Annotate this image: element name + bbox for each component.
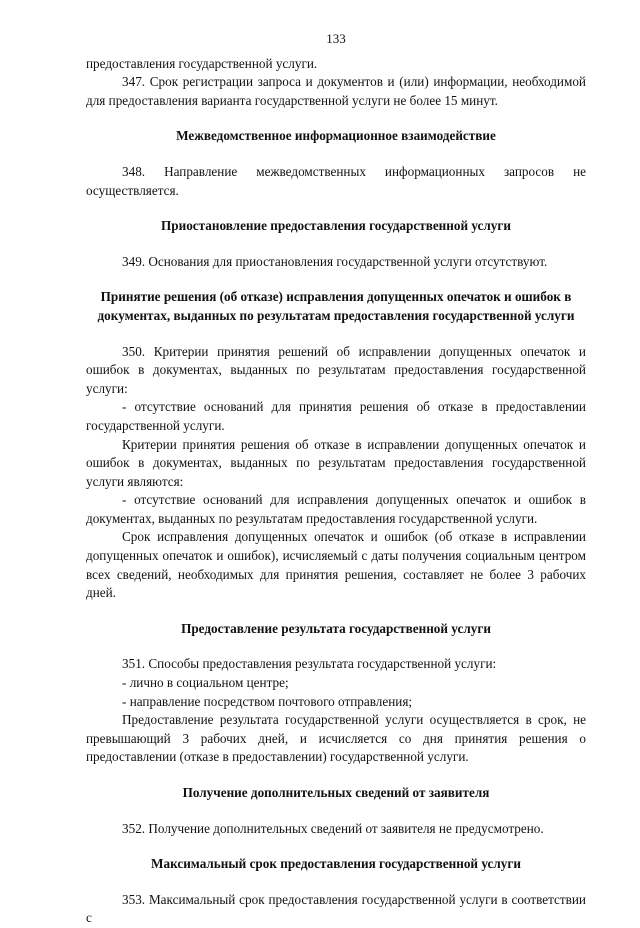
- paragraph-351: 351. Способы предоставления результата государственной услуги:: [122, 656, 497, 672]
- page-number: 133: [326, 31, 346, 46]
- paragraph-347: 347. Срок регистрации запроса и документов и (или) информации, необходимой для предоставления варианта государственной услуги не более 15 минут.: [86, 74, 586, 108]
- paragraph-350-item2: - отсутствие оснований для исправления допущенных опечаток и ошибок в документах, выданных по результатам предоставления государственной услуги.: [86, 492, 586, 526]
- heading-result: Предоставление результата государственной услуги: [181, 620, 491, 636]
- paragraph-351-item2: - направление посредством почтового отправления;: [122, 693, 413, 709]
- paragraph-continuation: предоставления государственной услуги.: [86, 55, 318, 71]
- paragraph-350-criteria-refusal: Критерии принятия решения об отказе в исправлении допущенных опечаток и ошибок в документах, выданных по результатам предоставления государственной услуги являются:: [86, 436, 586, 489]
- heading-max-term: Максимальный срок предоставления государственной услуги: [151, 856, 521, 872]
- paragraph-350-term: Срок исправления допущенных опечаток и ошибок (об отказе в исправлении допущенных опечаток и ошибок), исчисляемый с даты получения социальным центром всех сведений, необходимых для принятия решения, составляет не более 3 рабочих дней.: [86, 529, 586, 601]
- paragraph-352: 352. Получение дополнительных сведений от заявителя не предусмотрено.: [122, 820, 544, 836]
- paragraph-348-line1: 348. Направление межведомственных информационных запросов не: [122, 163, 586, 179]
- heading-corrections: Принятие решения (об отказе) исправления допущенных опечаток и ошибок в документах, выданных по результатам предоставления государственной услуги: [97, 289, 575, 323]
- paragraph-348-line2: осуществляется.: [86, 182, 179, 198]
- paragraph-350-item1: - отсутствие оснований для принятия решения об отказе в предоставлении государственной услуги.: [86, 399, 586, 433]
- paragraph-351-item1: - лично в социальном центре;: [122, 675, 289, 691]
- paragraph-353: 353. Максимальный срок предоставления государственной услуги в соответствии с: [86, 891, 586, 926]
- paragraph-350: 350. Критерии принятия решений об исправлении допущенных опечаток и ошибок в документах, выданных по результатам предоставления государственной услуги:: [86, 343, 586, 396]
- paragraph-351-term: Предоставление результата государственной услуги осуществляется в срок, не превышающий 3 рабочих дней, и исчисляется со дня принятия решения о предоставлении (отказе в предоставлении) государственной услуги.: [86, 712, 586, 765]
- heading-additional-info: Получение дополнительных сведений от заявителя: [182, 785, 490, 800]
- heading-interagency: Межведомственное информационное взаимодействие: [176, 128, 496, 144]
- paragraph-349: 349. Основания для приостановления государственной услуги отсутствуют.: [122, 253, 548, 269]
- heading-suspension: Приостановление предоставления государственной услуги: [161, 218, 511, 234]
